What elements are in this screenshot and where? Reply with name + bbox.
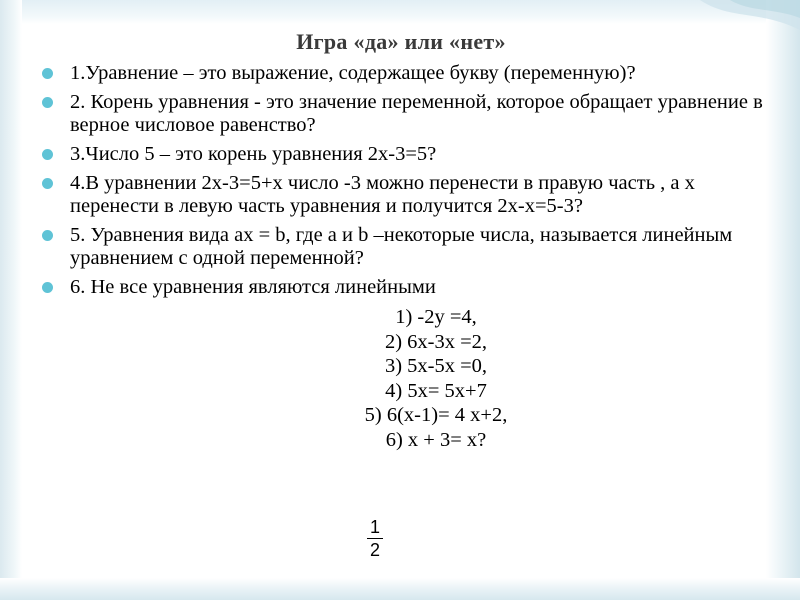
equation-item: 3) 5х-5х =0, bbox=[384, 355, 488, 377]
fraction-bar bbox=[367, 538, 383, 539]
question-text: 4.В уравнении 2х-3=5+х число -3 можно перенести в правую часть , а х перенести в левую часть уравнения и получится 2х-х=5-3? bbox=[70, 172, 695, 217]
equation-item: 2) 6х-3х =2, bbox=[384, 330, 488, 353]
question-text: 3.Число 5 – это корень уравнения 2х-3=5? bbox=[70, 143, 437, 165]
equation-item: 4) 5х= 5х+7 bbox=[385, 379, 487, 402]
slide-title: Игра «да» или «нет» bbox=[296, 29, 506, 54]
fraction-denominator: 2 bbox=[369, 540, 380, 560]
bullet-dot-icon bbox=[42, 178, 53, 189]
question-item bbox=[36, 224, 766, 270]
question-item bbox=[36, 91, 766, 137]
slide-frame-top bbox=[0, 0, 800, 24]
equation-item: 6) х + 3= х? bbox=[385, 428, 487, 451]
question-text: 5. Уравнения вида ах = b, где а и b –некоторые числа, называется линейным уравнением с одной переменной? bbox=[70, 224, 733, 269]
question-text: 2. Корень уравнения - это значение переменной, которое обращает уравнение в верное числовое равенство? bbox=[70, 91, 763, 136]
slide-content bbox=[36, 28, 766, 588]
bullet-dot-icon bbox=[42, 97, 53, 108]
question-item bbox=[36, 172, 766, 218]
equation-item: 1) -2у =4, bbox=[395, 306, 477, 328]
equation-list bbox=[36, 305, 766, 452]
equation-item: 5) 6(х-1)= 4 х+2, bbox=[364, 404, 508, 426]
question-item bbox=[36, 62, 766, 85]
slide-frame-left bbox=[0, 0, 22, 600]
question-item bbox=[36, 276, 766, 299]
slide-frame-right bbox=[766, 0, 800, 600]
fraction-numerator: 1 bbox=[369, 517, 380, 537]
question-text: 1.Уравнение – это выражение, содержащее букву (переменную)? bbox=[70, 62, 636, 84]
question-text: 6. Не все уравнения являются линейными bbox=[70, 276, 436, 298]
bullet-dot-icon bbox=[42, 230, 53, 241]
question-item bbox=[36, 143, 766, 166]
question-list bbox=[36, 62, 766, 299]
fraction-one-half bbox=[367, 517, 383, 560]
bullet-dot-icon bbox=[42, 68, 53, 79]
bullet-dot-icon bbox=[42, 149, 53, 160]
bullet-dot-icon bbox=[42, 282, 53, 293]
